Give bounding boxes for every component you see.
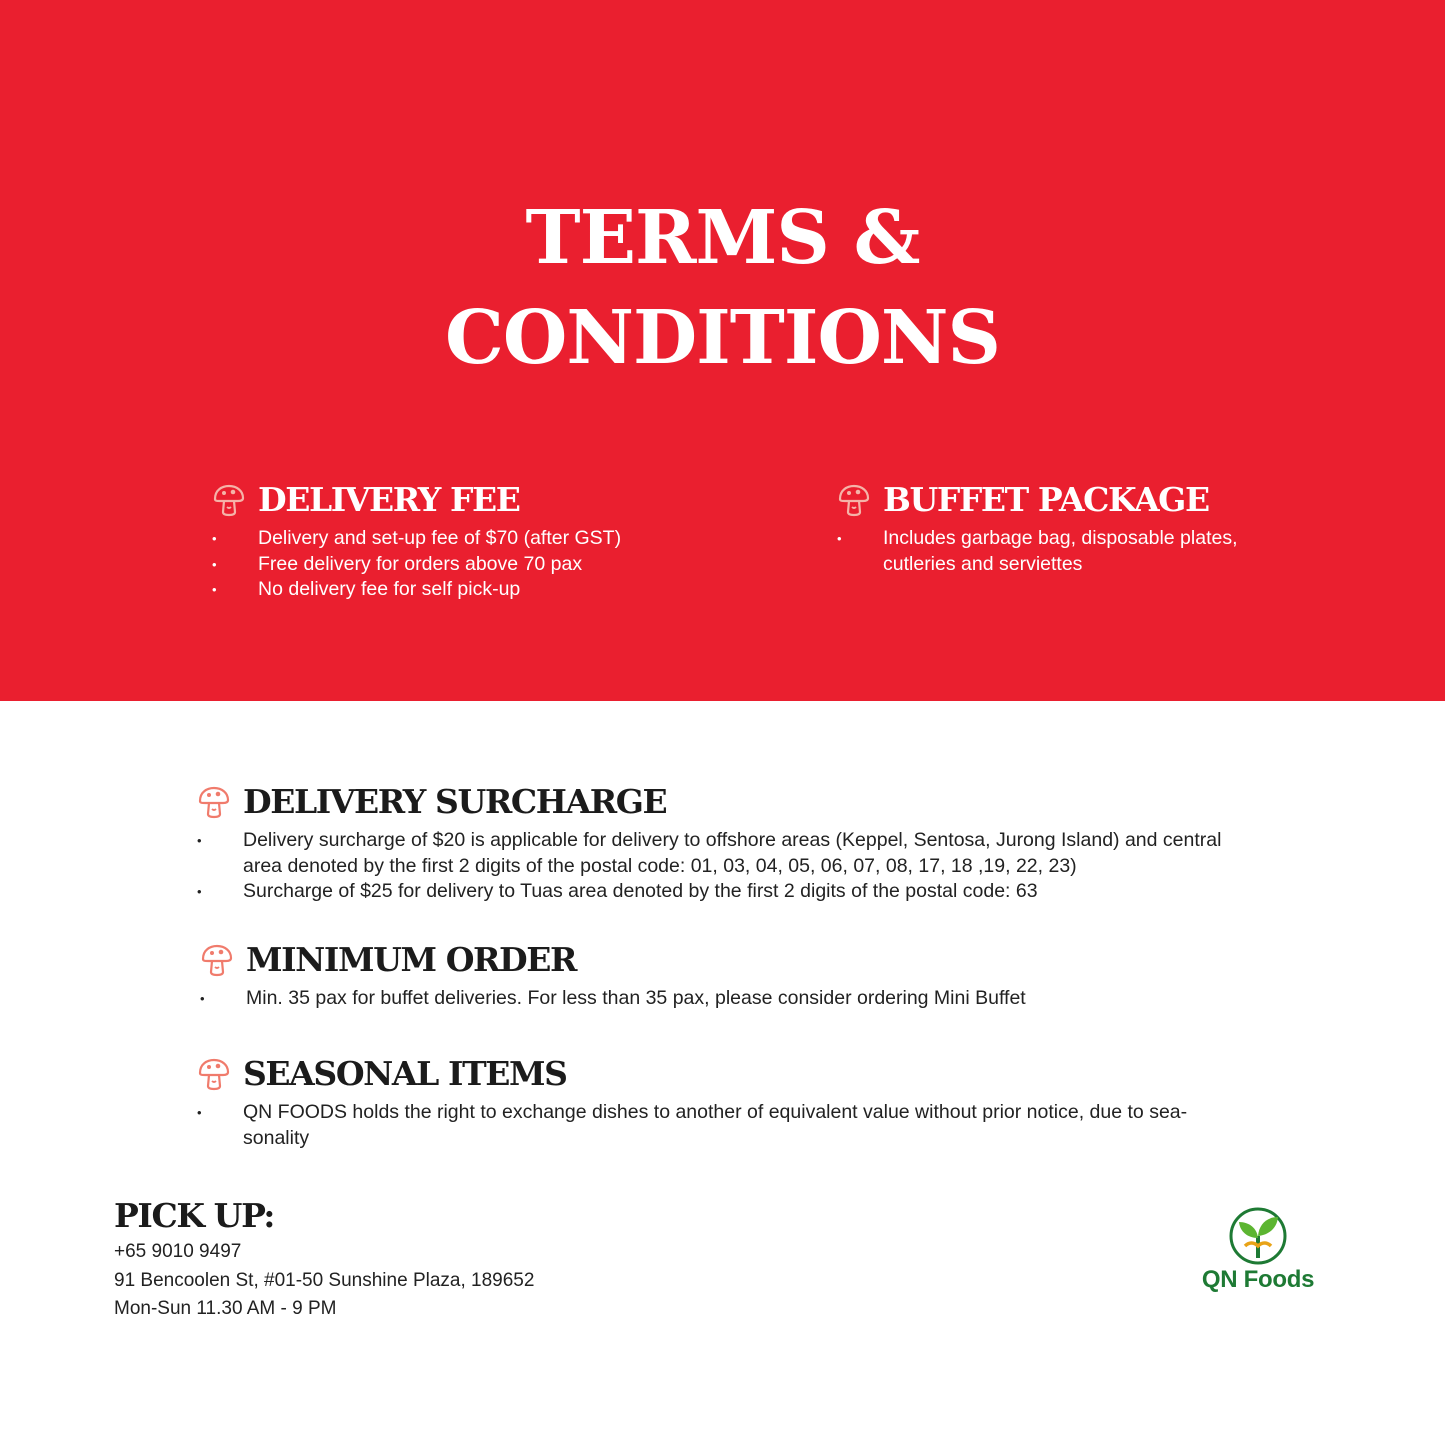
logo-text: QN Foods: [1201, 1266, 1315, 1293]
list-item: • Includes garbage bag, disposable plates, cutleries and serviettes: [837, 526, 1277, 577]
section-minimum-order: [200, 938, 1230, 1012]
bullet-list: [837, 526, 1277, 577]
mushroom-icon: [212, 483, 246, 517]
section-seasonal-items: [197, 1052, 1227, 1151]
mushroom-icon: [197, 1057, 231, 1091]
pickup-info: [114, 1194, 534, 1324]
list-item: • Free delivery for orders above 70 pax: [212, 552, 772, 578]
section-header: [197, 780, 1227, 824]
mushroom-icon: [197, 785, 231, 819]
list-item: • Delivery and set-up fee of $70 (after GST): [212, 526, 772, 552]
mushroom-icon: [200, 943, 234, 977]
list-item: • Min. 35 pax for buffet deliveries. For less than 35 pax, please consider ordering Mini Buffet: [200, 986, 1230, 1012]
section-buffet-package: [837, 478, 1277, 577]
section-heading: BUFFET PACKAGE: [883, 480, 1209, 519]
section-header: [197, 1052, 1227, 1096]
pickup-address: 91 Bencoolen St, #01-50 Sunshine Plaza, 189652: [114, 1269, 535, 1291]
brand-logo: [1188, 1206, 1328, 1294]
bullet-list: [212, 526, 772, 603]
leaf-sprout-icon: [1228, 1206, 1288, 1266]
list-item: • Delivery surcharge of $20 is applicable for delivery to offshore areas (Keppel, Sentosa, Jurong Island) and central area denoted by the first 2 digits of the postal code: 01, 03, 04, 05, 06, 07, 08, 17, 18 ,19, 22, 23): [197, 828, 1227, 879]
pickup-heading: PICK UP:: [114, 1196, 275, 1235]
list-item: • QN FOODS holds the right to exchange dishes to another of equivalent value without prior notice, due to sea-sonality: [197, 1100, 1227, 1151]
mushroom-icon: [837, 483, 871, 517]
section-heading: SEASONAL ITEMS: [243, 1054, 567, 1093]
list-item: • Surcharge of $25 for delivery to Tuas area denoted by the first 2 digits of the postal code: 63: [197, 879, 1227, 905]
section-heading: DELIVERY FEE: [258, 480, 520, 519]
page-title-line-1: TERMS &: [525, 195, 920, 281]
page-title: [0, 188, 1445, 388]
section-heading: MINIMUM ORDER: [246, 940, 577, 979]
list-item: • No delivery fee for self pick-up: [212, 577, 772, 603]
section-heading: DELIVERY SURCHARGE: [243, 782, 667, 821]
bullet-list: [197, 828, 1227, 905]
pickup-phone: +65 9010 9497: [114, 1241, 242, 1262]
pickup-hours: Mon-Sun 11.30 AM - 9 PM: [114, 1298, 337, 1319]
section-header: [200, 938, 1230, 982]
section-header: [837, 478, 1277, 522]
page-title-line-2: CONDITIONS: [444, 295, 1000, 381]
section-delivery-surcharge: [197, 780, 1227, 905]
bullet-list: [200, 986, 1230, 1012]
bullet-list: [197, 1100, 1227, 1151]
section-delivery-fee: [212, 478, 772, 603]
section-header: [212, 478, 772, 522]
